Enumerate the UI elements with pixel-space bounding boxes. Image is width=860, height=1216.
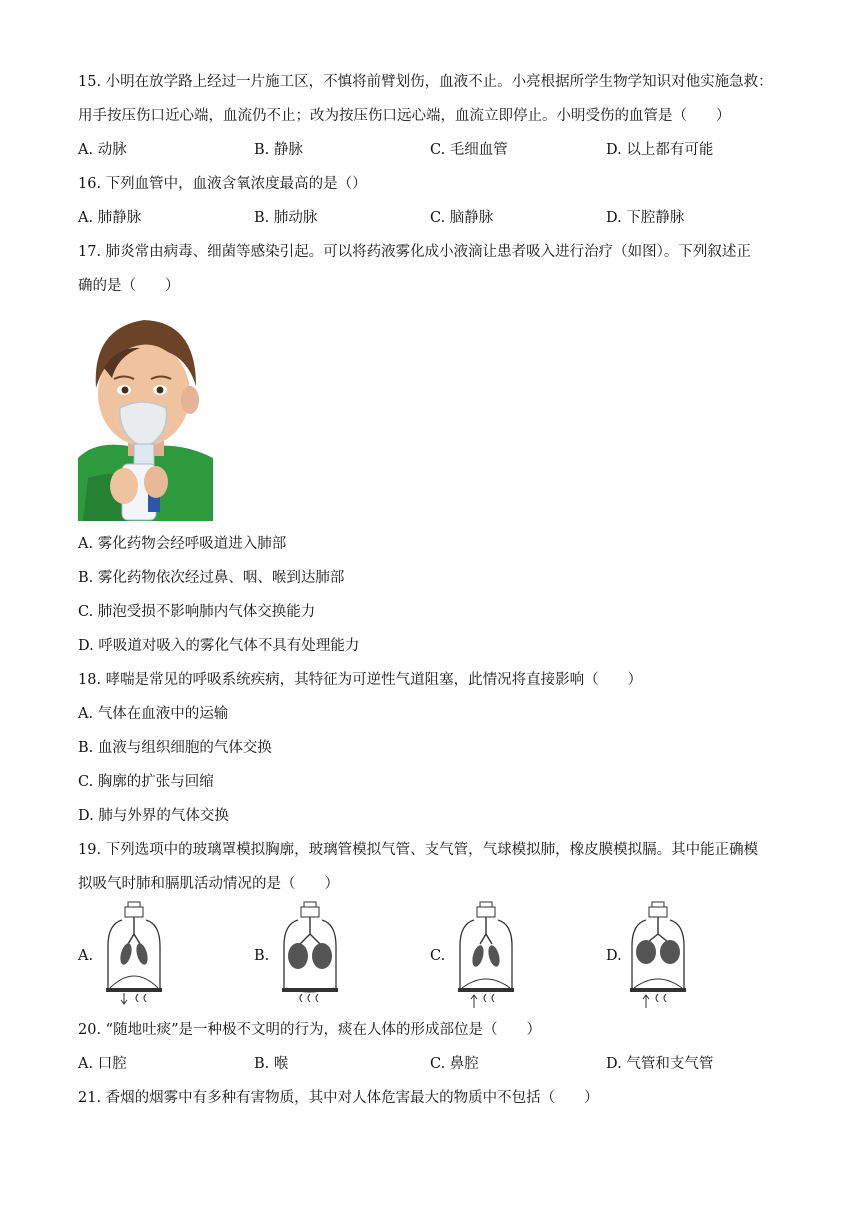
q20-option-c: C. 鼻腔 (430, 1056, 479, 1072)
q15-option-b: B. 静脉 (254, 142, 303, 158)
q21-line-1: 21. 香烟的烟雾中有多种有害物质，其中对人体危害最大的物质中不包括（ ） (78, 1090, 599, 1106)
q19-line-1: 19. 下列选项中的玻璃罩模拟胸廓，玻璃管模拟气管、支气管，气球模拟肺，橡皮膜模拟膈。其中能正确模 (78, 842, 759, 858)
bell-jar-diagram-a (104, 900, 164, 1012)
bell-jar-diagram-b (280, 900, 340, 1012)
q18-line-1: 18. 哮喘是常见的呼吸系统疾病，其特征为可逆性气道阻塞，此情况将直接影响（ ） (78, 672, 643, 688)
q20-option-a: A. 口腔 (78, 1056, 127, 1072)
q17-option-b: B. 雾化药物依次经过鼻、咽、喉到达肺部 (78, 570, 345, 586)
q15-option-d: D. 以上都有可能 (606, 142, 714, 158)
q17-line-2: 确的是（ ） (78, 278, 180, 294)
q19-option-b-label: B. (254, 948, 270, 964)
q16-option-b: B. 肺动脉 (254, 210, 318, 226)
nebulizer-child-photo (78, 308, 213, 521)
q20-line-1: 20. “随地吐痰”是一种极不文明的行为，痰在人体的形成部位是（ ） (78, 1022, 541, 1038)
q20-option-b: B. 喉 (254, 1056, 289, 1072)
q17-option-a: A. 雾化药物会经呼吸道进入肺部 (78, 536, 287, 552)
q19-line-2: 拟吸气时肺和膈肌活动情况的是（ ） (78, 876, 339, 892)
q15-option-a: A. 动脉 (78, 142, 127, 158)
q17-line-1: 17. 肺炎常由病毒、细菌等感染引起。可以将药液雾化成小液滴让患者吸入进行治疗（如图）。下列叙述正 (78, 244, 751, 260)
q18-option-b: B. 血液与组织细胞的气体交换 (78, 740, 272, 756)
q19-option-d-label: D. (606, 948, 622, 964)
q15-line-2: 用手按压伤口近心端，血流仍不止；改为按压伤口远心端，血流立即停止。小明受伤的血管是（ ） (78, 108, 731, 124)
q18-option-d: D. 肺与外界的气体交换 (78, 808, 229, 824)
q18-option-a: A. 气体在血液中的运输 (78, 706, 229, 722)
q15-line-1: 15. 小明在放学路上经过一片施工区，不慎将前臂划伤，血液不止。小亮根据所学生物学知识对他实施急救： (78, 74, 773, 90)
q17-option-d: D. 呼吸道对吸入的雾化气体不具有处理能力 (78, 638, 360, 654)
q20-option-d: D. 气管和支气管 (606, 1056, 714, 1072)
q18-option-c: C. 胸廓的扩张与回缩 (78, 774, 214, 790)
q15-option-c: C. 毛细血管 (430, 142, 508, 158)
bell-jar-diagram-d (628, 900, 688, 1012)
q16-option-c: C. 脑静脉 (430, 210, 494, 226)
q16-option-a: A. 肺静脉 (78, 210, 142, 226)
q16-line-1: 16. 下列血管中，血液含氧浓度最高的是（） (78, 176, 367, 192)
q16-option-d: D. 下腔静脉 (606, 210, 685, 226)
q19-option-c-label: C. (430, 948, 446, 964)
q17-option-c: C. 肺泡受损不影响肺内气体交换能力 (78, 604, 316, 620)
q19-option-a-label: A. (78, 948, 94, 964)
bell-jar-diagram-c (456, 900, 516, 1012)
